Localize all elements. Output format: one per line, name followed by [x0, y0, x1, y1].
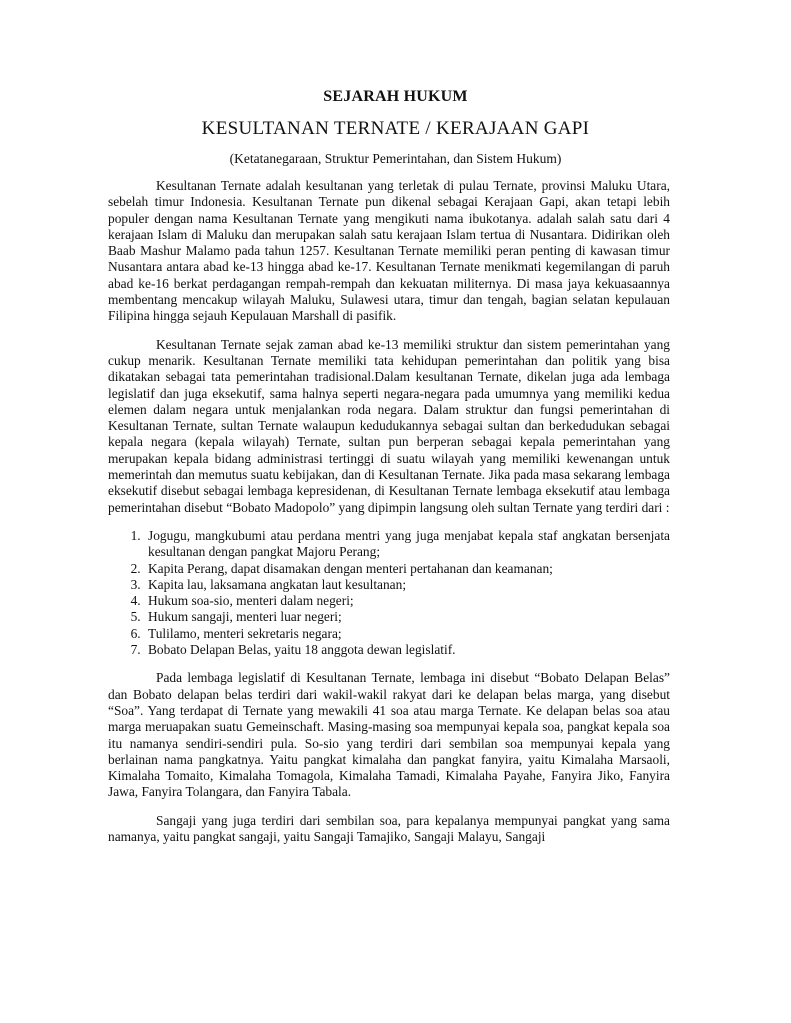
executive-officials-list: [108, 528, 670, 658]
document-scope: (Ketatanegaraan, Struktur Pemerintahan, dan Sistem Hukum): [229, 151, 562, 166]
list-item: 7. Bobato Delapan Belas, yaitu 18 anggota dewan legislatif.: [144, 642, 670, 658]
list-item: 6. Tulilamo, menteri sekretaris negara;: [144, 626, 670, 642]
paragraph-intro: Kesultanan Ternate adalah kesultanan yang terletak di pulau Ternate, provinsi Maluku Utara, sebelah timur Indonesia. Kesultanan Ternate pun dikenal sebagai Kerajaan Gapi, akan tetapi lebih populer dengan nama Kesultanan Ternate yang mengikuti nama ibukotanya. adalah salah satu dari 4 kerajaan Islam di Maluku dan merupakan salah satu kerajaan Islam tertua di Nusantara. Didirikan oleh Baab Mashur Malamo pada tahun 1257. Kesultanan Ternate memiliki peran penting di kawasan timur Nusantara antara abad ke-13 hingga abad ke-17. Kesultanan Ternate menikmati kegemilangan di paruh abad ke-16 berkat perdagangan rempah-rempah dan kekuatan militernya. Di masa jaya kekuasaannya membentang mencakup wilayah Maluku, Sulawesi utara, timur dan tengah, bagian selatan kepulauan Filipina hingga sejauh Kepulauan Marshall di pasifik.: [108, 178, 670, 324]
document-title: SEJARAH HUKUM: [323, 88, 468, 105]
list-item: 2. Kapita Perang, dapat disamakan dengan menteri pertahanan dan keamanan;: [144, 561, 670, 577]
list-item: 4. Hukum soa-sio, menteri dalam negeri;: [144, 593, 670, 609]
paragraph-government-structure: Kesultanan Ternate sejak zaman abad ke-13 memiliki struktur dan sistem pemerintahan yang cukup menarik. Kesultanan Ternate memiliki tata kehidupan pemerintahan dan politik yang bisa dikatakan sebagai tata pemerintahan tradisional.Dalam kesultanan Ternate, dikelan juga ada lembaga legislatif dan juga eksekutif, sama halnya seperti negara-negara pada umumnya yang memiliki kedua elemen dalam negara untuk menjalankan roda negara. Dalam struktur dan fungsi pemerintahan di Kesultanan Ternate, sultan Ternate walaupun kedudukannya sebagai sultan dan berkedudukan sebagai kepala negara (kepala wilayah) Ternate, sultan pun berperan sebagai kepala pemerintahan yang merupakan kepala bidang administrasi tertinggi di suatu wilayah yang memiliki kewenangan untuk memerintah dan memutus suatu kebijakan, dan di Kesultanan Ternate. Jika pada masa sekarang lembaga eksekutif disebut sebagai lembaga kepresidenan, di Kesultanan Ternate lembaga eksekutif atau lembaga pemerintahan disebut “Bobato Madopolo” yang dipimpin langsung oleh sultan Ternate yang terdiri dari :: [108, 336, 670, 515]
document-body: [108, 178, 670, 845]
list-item: 5. Hukum sangaji, menteri luar negeri;: [144, 609, 670, 625]
paragraph-sangaji: Sangaji yang juga terdiri dari sembilan soa, para kepalanya mempunyai pangkat yang sama namanya, yaitu pangkat sangaji, yaitu Sangaji Tamajiko, Sangaji Malayu, Sangaji: [108, 812, 670, 844]
document-subtitle: KESULTANAN TERNATE / KERAJAAN GAPI: [201, 118, 590, 139]
paragraph-legislative: Pada lembaga legislatif di Kesultanan Ternate, lembaga ini disebut “Bobato Delapan Belas” dan Bobato delapan belas terdiri dari wakil-wakil rakyat dari ke delapan belas marga, yang disebut “Soa”. Yang terdapat di Ternate yang mewakili 41 soa atau marga Ternate. Ke delapan belas soa atau marga meruapakan suatu Gemeinschaft. Masing-masing soa mempunyai kepala soa, pangkat kepala soa itu namanya sendiri-sendiri pula. So-sio yang terdiri dari sembilan soa mempunyai kepala yang berlainan nama pangkatnya. Yaitu pangkat kimalaha dan pangkat fanyira, yaitu Kimalaha Marsaoli, Kimalaha Tomaito, Kimalaha Tomagola, Kimalaha Tamadi, Kimalaha Payahe, Fanyira Jiko, Fanyira Jawa, Fanyira Tolangara, dan Fanyira Tabala.: [108, 670, 670, 800]
list-item: 3. Kapita lau, laksamana angkatan laut kesultanan;: [144, 577, 670, 593]
list-item: 1. Jogugu, mangkubumi atau perdana mentri yang juga menjabat kepala staf angkatan bersenjata kesultanan dengan pangkat Majoru Perang;: [144, 528, 670, 561]
